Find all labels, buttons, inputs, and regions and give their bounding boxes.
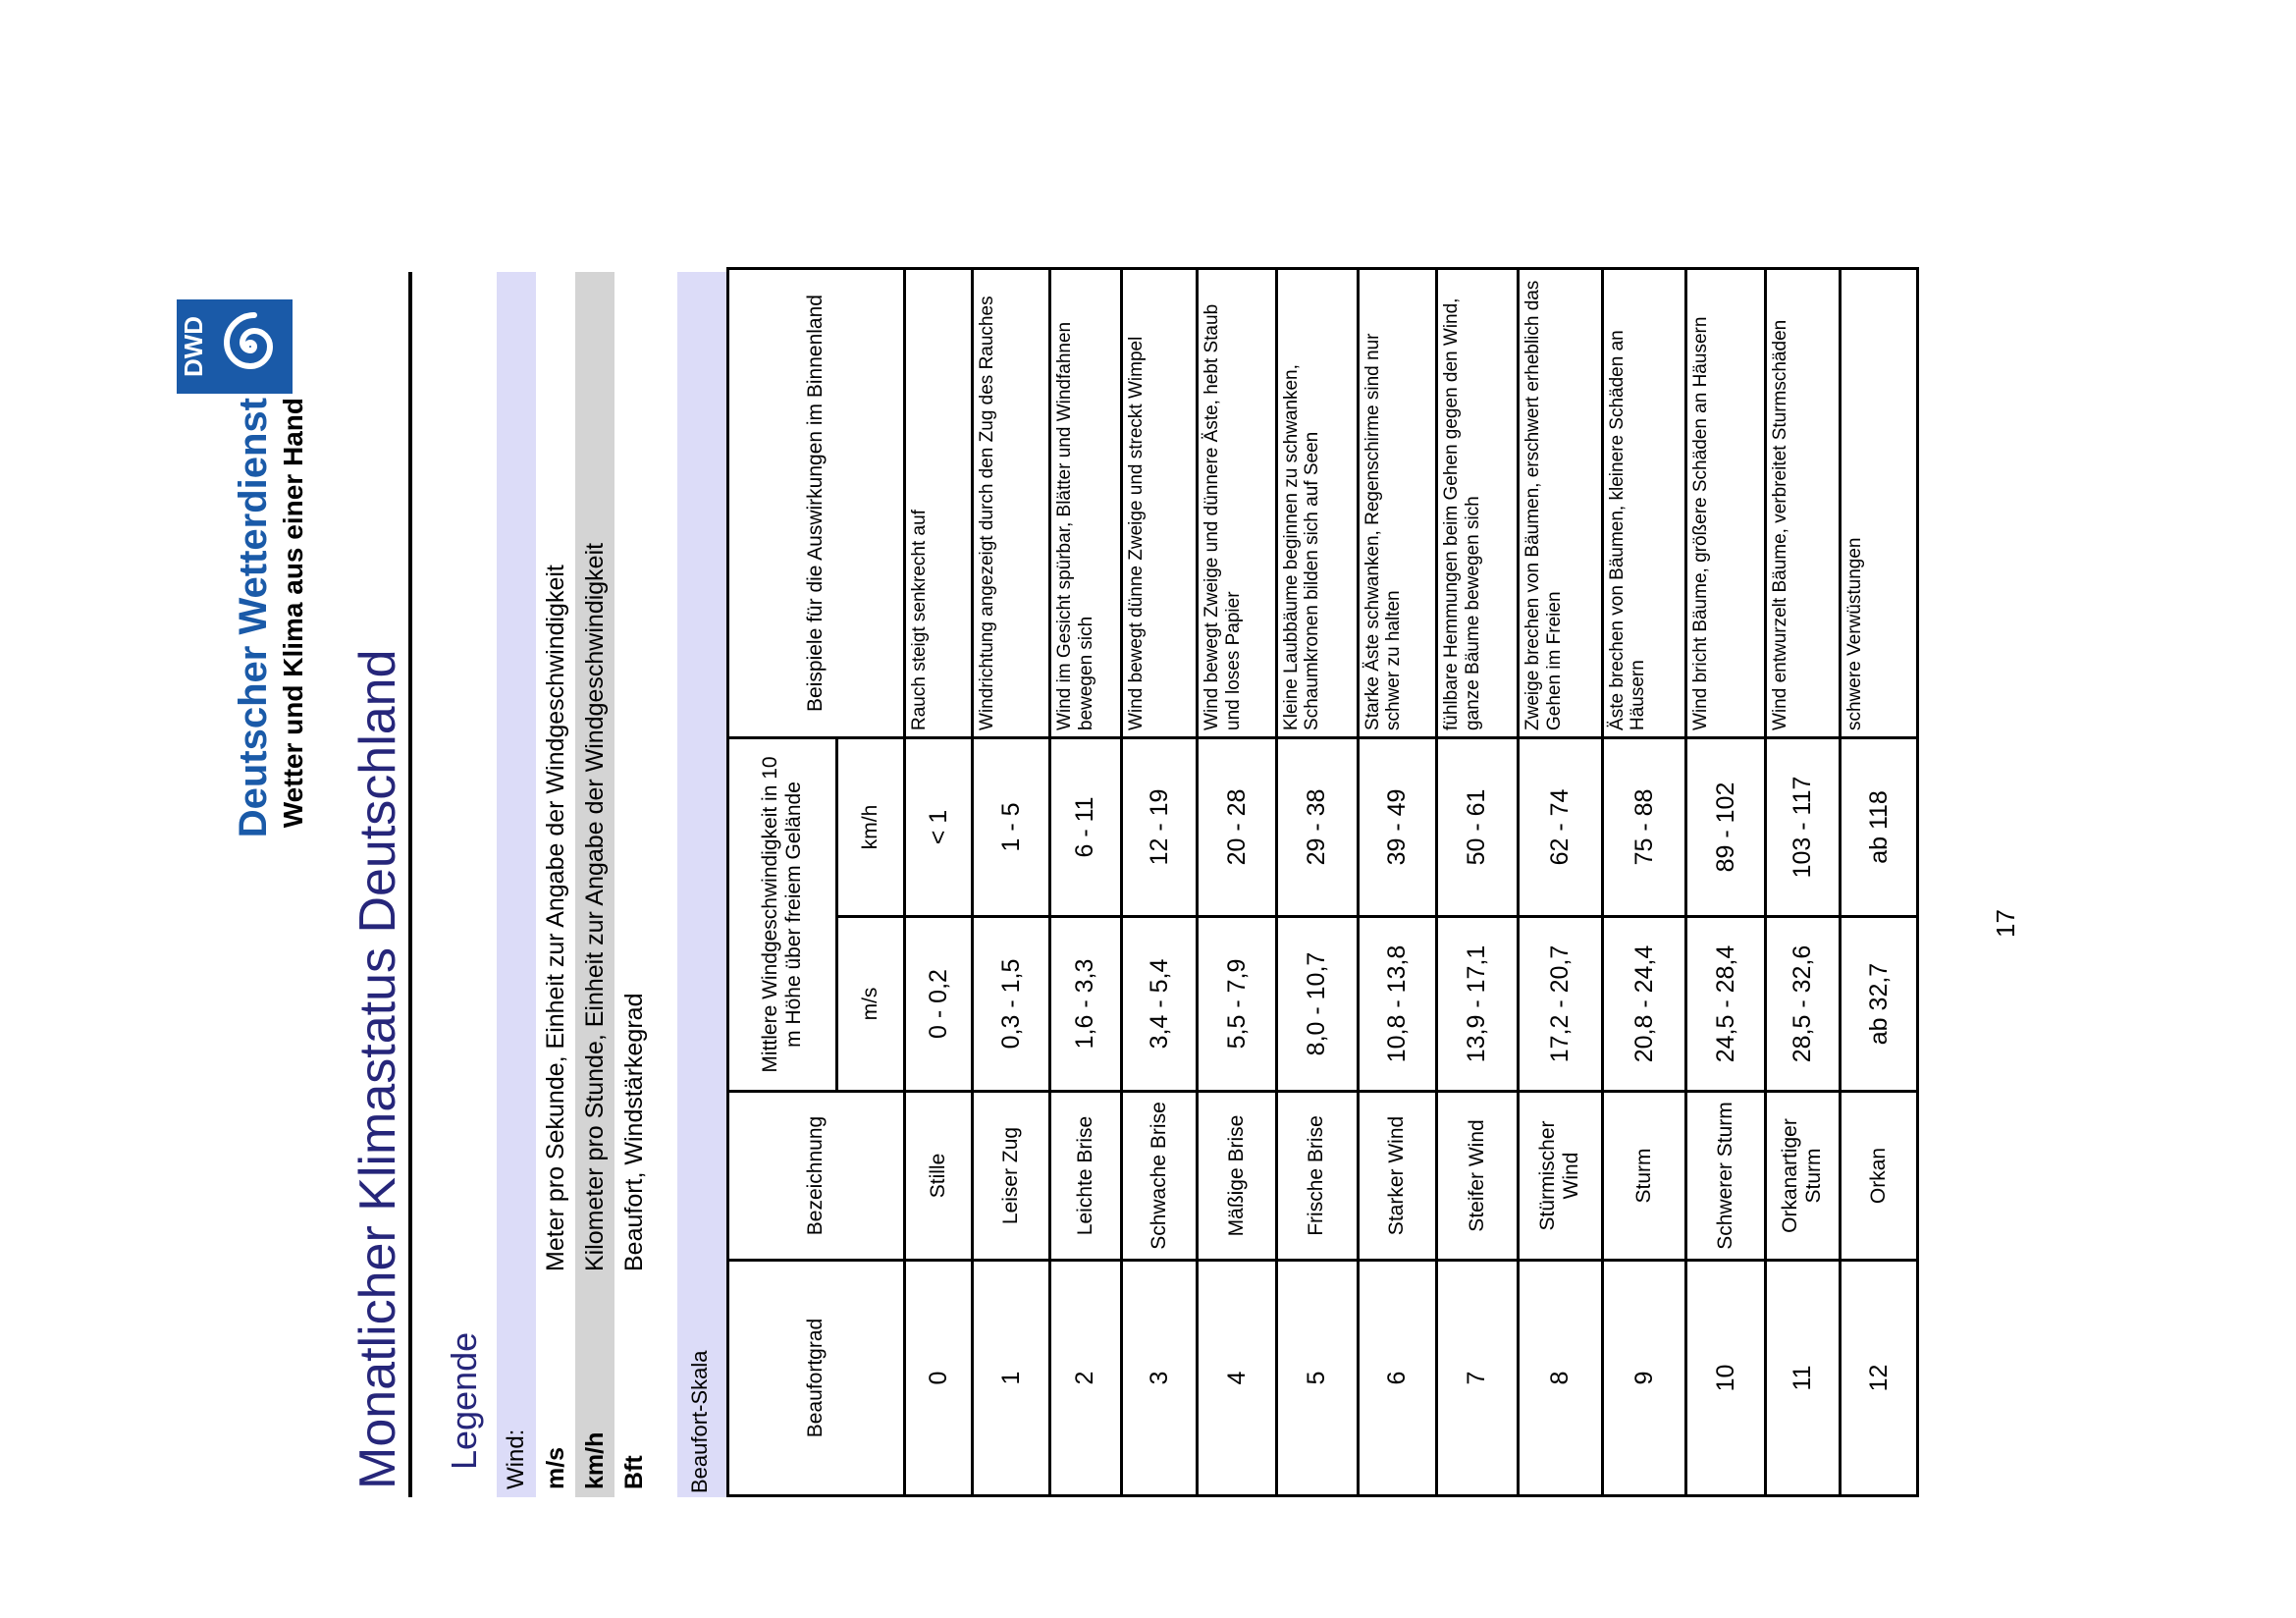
- dwd-logo: [177, 299, 293, 394]
- cell-kmh: 50 - 61: [1436, 737, 1518, 916]
- cell-kmh: 6 - 11: [1049, 737, 1121, 916]
- cell-ms: 28,5 - 32,6: [1765, 917, 1840, 1092]
- cell-ms: 13,9 - 17,1: [1436, 917, 1518, 1092]
- cell-kmh: 62 - 74: [1518, 737, 1602, 916]
- cell-auswirkung: Zweige brechen von Bäumen, erschwert erheblich das Gehen im Freien: [1518, 268, 1602, 737]
- header-windgeschwindigkeit: Mittlere Windgeschwindigkeit in 10 m Höhe über freiem Gelände: [728, 737, 837, 1091]
- legend-abbreviation: m/s: [542, 1446, 569, 1489]
- cell-ms: 20,8 - 24,4: [1602, 917, 1686, 1092]
- cell-auswirkung: Äste brechen von Bäumen, kleinere Schäden an Häusern: [1602, 268, 1686, 737]
- beaufort-scale-label-bar: [677, 272, 728, 1497]
- cell-beaufortgrad: 8: [1518, 1261, 1602, 1496]
- cell-bezeichnung: Orkan: [1841, 1092, 1918, 1261]
- legend-description: Beaufort, Windstärkegrad: [620, 993, 648, 1271]
- table-row: [973, 268, 1050, 1495]
- table-row: [1841, 268, 1918, 1495]
- cell-beaufortgrad: 1: [973, 1261, 1050, 1496]
- cell-auswirkung: Wind bricht Bäume, größere Schäden an Häusern: [1686, 268, 1765, 737]
- cell-bezeichnung: Sturm: [1602, 1092, 1686, 1261]
- cell-beaufortgrad: 6: [1358, 1261, 1436, 1496]
- cell-ms: ab 32,7: [1841, 917, 1918, 1092]
- legend-wind-row: [497, 272, 536, 1497]
- cell-ms: 0,3 - 1,5: [973, 917, 1050, 1092]
- legend-abbreviation: km/h: [581, 1431, 609, 1489]
- cell-beaufortgrad: 7: [1436, 1261, 1518, 1496]
- legend-wind-label: Wind:: [503, 1429, 529, 1489]
- organization-slogan: Wetter und Klima aus einer Hand: [278, 398, 308, 829]
- header-auswirkungen: Beispiele für die Auswirkungen im Binnenland: [728, 268, 905, 737]
- cell-kmh: 20 - 28: [1198, 737, 1276, 916]
- title-divider: [408, 272, 412, 1497]
- legend-heading: Legende: [444, 1331, 484, 1470]
- table-row: [1276, 268, 1358, 1495]
- legend-abbreviation: Bft: [620, 1455, 648, 1489]
- cell-ms: 8,0 - 10,7: [1276, 917, 1358, 1092]
- cell-beaufortgrad: 12: [1841, 1261, 1918, 1496]
- cell-kmh: < 1: [904, 737, 972, 916]
- cell-ms: 17,2 - 20,7: [1518, 917, 1602, 1092]
- cell-auswirkung: Windrichtung angezeigt durch den Zug des Rauches: [973, 268, 1050, 737]
- table-row: [1121, 268, 1197, 1495]
- cell-beaufortgrad: 4: [1198, 1261, 1276, 1496]
- legend-description: Meter pro Sekunde, Einheit zur Angabe der Windgeschwindigkeit: [542, 565, 569, 1271]
- legend-row: [614, 272, 654, 1497]
- cell-kmh: 75 - 88: [1602, 737, 1686, 916]
- cell-ms: 0 - 0,2: [904, 917, 972, 1092]
- cell-auswirkung: Wind im Gesicht spürbar, Blätter und Windfahnen bewegen sich: [1049, 268, 1121, 737]
- table-body: [904, 268, 1917, 1495]
- cell-kmh: 103 - 117: [1765, 737, 1840, 916]
- cell-kmh: 39 - 49: [1358, 737, 1436, 916]
- document-page: [167, 270, 2032, 1497]
- table-row: [1436, 268, 1518, 1495]
- legend-row: [536, 272, 575, 1497]
- cell-kmh: ab 118: [1841, 737, 1918, 916]
- legend-description: Kilometer pro Stunde, Einheit zur Angabe der Windgeschwindigkeit: [581, 542, 609, 1271]
- cell-ms: 5,5 - 7,9: [1198, 917, 1276, 1092]
- cell-bezeichnung: Stille: [904, 1092, 972, 1261]
- beaufort-scale-label: Beaufort-Skala: [687, 1350, 712, 1493]
- cell-bezeichnung: Leiser Zug: [973, 1092, 1050, 1261]
- cell-beaufortgrad: 11: [1765, 1261, 1840, 1496]
- table-row: [1358, 268, 1436, 1495]
- cell-auswirkung: Kleine Laubbäume beginnen zu schwanken, Schaumkronen bilden sich auf Seen: [1276, 268, 1358, 737]
- cell-bezeichnung: Leichte Brise: [1049, 1092, 1121, 1261]
- cell-beaufortgrad: 3: [1121, 1261, 1197, 1496]
- cell-bezeichnung: Orkanartiger Sturm: [1765, 1092, 1840, 1261]
- table-row: [1198, 268, 1276, 1495]
- cell-kmh: 29 - 38: [1276, 737, 1358, 916]
- organization-name: Deutscher Wetterdienst: [232, 398, 275, 838]
- cell-bezeichnung: Mäßige Brise: [1198, 1092, 1276, 1261]
- cell-auswirkung: Wind bewegt dünne Zweige und streckt Wimpel: [1121, 268, 1197, 737]
- cell-bezeichnung: Stürmischer Wind: [1518, 1092, 1602, 1261]
- beaufort-table: [726, 267, 1919, 1497]
- cell-auswirkung: fühlbare Hemmungen beim Gehen gegen den Wind, ganze Bäume bewegen sich: [1436, 268, 1518, 737]
- spiral-icon: [209, 299, 293, 394]
- cell-kmh: 12 - 19: [1121, 737, 1197, 916]
- cell-beaufortgrad: 2: [1049, 1261, 1121, 1496]
- cell-auswirkung: Rauch steigt senkrecht auf: [904, 268, 972, 737]
- header-beaufortgrad: Beaufortgrad: [728, 1261, 905, 1496]
- table-header-row: [728, 268, 837, 1495]
- table-row: [1686, 268, 1765, 1495]
- legend-row: [575, 272, 614, 1497]
- cell-bezeichnung: Starker Wind: [1358, 1092, 1436, 1261]
- logo-text: DWD: [179, 315, 208, 378]
- cell-beaufortgrad: 10: [1686, 1261, 1765, 1496]
- header-kmh: km/h: [836, 737, 904, 916]
- cell-bezeichnung: Schwerer Sturm: [1686, 1092, 1765, 1261]
- page-title: Monatlicher Klimastatus Deutschland: [349, 649, 406, 1489]
- cell-ms: 3,4 - 5,4: [1121, 917, 1197, 1092]
- table-row: [1602, 268, 1686, 1495]
- cell-ms: 1,6 - 3,3: [1049, 917, 1121, 1092]
- cell-beaufortgrad: 9: [1602, 1261, 1686, 1496]
- table-row: [1049, 268, 1121, 1495]
- cell-auswirkung: schwere Verwüstungen: [1841, 268, 1918, 737]
- cell-bezeichnung: Steifer Wind: [1436, 1092, 1518, 1261]
- table-row: [904, 268, 972, 1495]
- table-row: [1765, 268, 1840, 1495]
- header-ms: m/s: [836, 917, 904, 1092]
- cell-ms: 10,8 - 13,8: [1358, 917, 1436, 1092]
- cell-kmh: 1 - 5: [973, 737, 1050, 916]
- cell-beaufortgrad: 5: [1276, 1261, 1358, 1496]
- cell-ms: 24,5 - 28,4: [1686, 917, 1765, 1092]
- cell-auswirkung: Wind entwurzelt Bäume, verbreitet Sturmschäden: [1765, 268, 1840, 737]
- cell-auswirkung: Starke Äste schwanken, Regenschirme sind nur schwer zu halten: [1358, 268, 1436, 737]
- cell-auswirkung: Wind bewegt Zweige und dünnere Äste, hebt Staub und loses Papier: [1198, 268, 1276, 737]
- cell-kmh: 89 - 102: [1686, 737, 1765, 916]
- cell-beaufortgrad: 0: [904, 1261, 972, 1496]
- header-bezeichnung: Bezeichnung: [728, 1092, 905, 1261]
- page-number: 17: [1991, 909, 2020, 938]
- cell-bezeichnung: Frische Brise: [1276, 1092, 1358, 1261]
- cell-bezeichnung: Schwache Brise: [1121, 1092, 1197, 1261]
- table-row: [1518, 268, 1602, 1495]
